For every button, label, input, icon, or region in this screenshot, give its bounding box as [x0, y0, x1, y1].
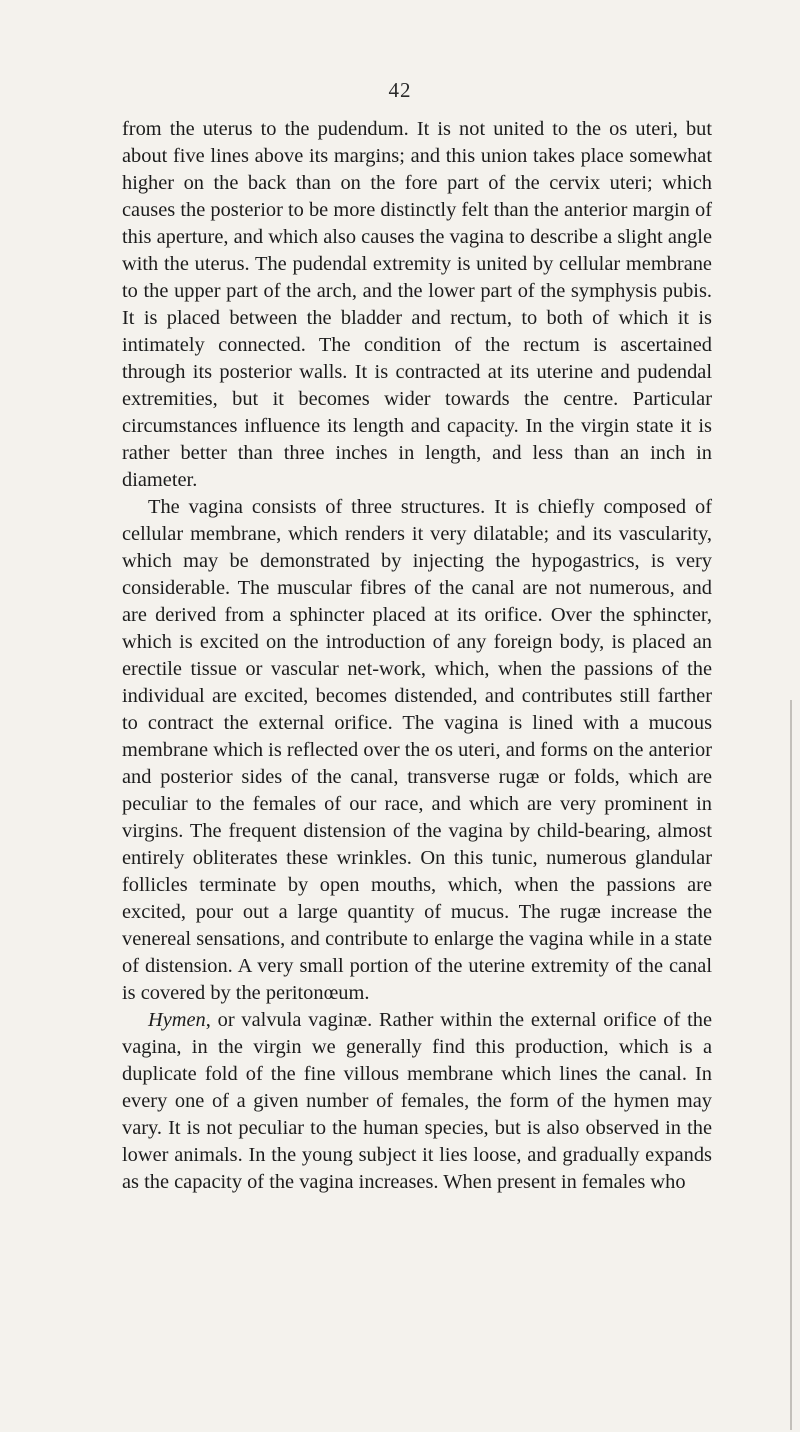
paragraph-text: from the uterus to the pudendum. It is not united to the os uteri, but about five lines above its margins; and this union takes place somewhat higher on the back than on the fore part of the cervix uteri; which causes the posterior to be more distinctly felt than the anterior margin of this aperture, and which also causes the vagina to describe a slight angle with the uterus. The pudendal extremity is united by cellular membrane to the upper part of the arch, and the lower part of the symphysis pubis. It is placed between the bladder and rectum, to both of which it is intimately connected. The condition of the rectum is ascertained through its posterior walls. It is contracted at its uterine and pudendal extremities, but it becomes wider towards the centre. Particular circumstances influence its length and capacity. In the virgin state it is rather better than three inches in length, and less than an inch in diameter. [122, 118, 712, 491]
body-text [122, 116, 712, 1196]
paragraph-text: , or valvula vaginæ. Rather within the external orifice of the vagina, in the virgin we generally find this production, which is a duplicate fold of the fine villous membrane which lines the canal. In every one of a given number of females, the form of the hymen may vary. It is not peculiar to the human species, but is also observed in the lower animals. In the young subject it lies loose, and gradually expands as the capacity of the vagina increases. When present in females who [122, 1009, 712, 1193]
paragraph-vagina-position [122, 116, 712, 494]
paragraph-hymen [122, 1007, 712, 1196]
paragraph-vagina-structure [122, 494, 712, 1007]
paragraph-text: The vagina consists of three structures. It is chiefly composed of cellular membrane, which renders it very dilatable; and its vascularity, which may be demonstrated by injecting the hypogastrics, is very considerable. The muscular fibres of the canal are not numerous, and are derived from a sphincter placed at its orifice. Over the sphincter, which is excited on the introduction of any foreign body, is placed an erectile tissue or vascular net-work, which, when the passions of the individual are excited, becomes distended, and contributes still farther to contract the external orifice. The vagina is lined with a mucous membrane which is reflected over the os uteri, and forms on the anterior and posterior sides of the canal, transverse rugæ or folds, which are peculiar to the females of our race, and which are very prominent in virgins. The frequent distension of the vagina by child-bearing, almost entirely obliterates these wrinkles. On this tunic, numerous glandular follicles terminate by open mouths, which, when the passions are excited, pour out a large quantity of mucus. The rugæ increase the venereal sensations, and contribute to enlarge the vagina while in a state of distension. A very small portion of the uterine extremity of the canal is covered by the peritonœum. [122, 496, 712, 1004]
page-edge-shadow [790, 700, 792, 1430]
page-number: 42 [388, 78, 412, 102]
term-hymen: Hymen [148, 1009, 206, 1031]
